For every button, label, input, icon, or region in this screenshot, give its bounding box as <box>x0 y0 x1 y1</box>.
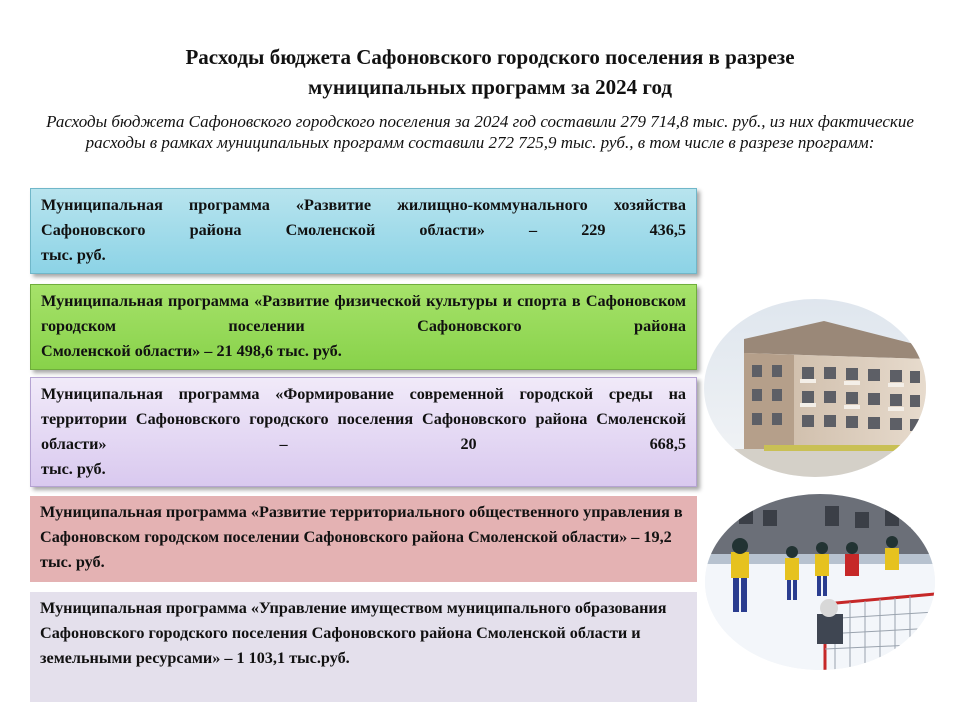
page-title <box>80 42 900 102</box>
program-housing-utilities <box>30 188 697 274</box>
program-text-last: тыс. руб. <box>41 246 106 264</box>
apartment-building-photo <box>704 299 926 477</box>
page-title-line-1: Расходы бюджета Сафоновского городского поселения в разрезе <box>185 45 795 69</box>
program-text-main: Муниципальная программа «Формирование современной городской среды на территории Сафоновского городского поселения Сафоновского района Смоленской области» – 20 668,5 <box>41 385 686 453</box>
program-text: Муниципальная программа «Развитие территориального общественного управления в Сафоновском городском поселении Сафоновского района Смоленской области» – 19,2 тыс. руб. <box>40 503 683 571</box>
summary-text: Расходы бюджета Сафоновского городского поселения за 2024 год составили 279 714,8 тыс. руб., из них фактические расходы в рамках муниципальных программ составили 272 725,9 тыс. руб., в том числе в разрезе программ: <box>46 112 914 152</box>
program-sports <box>30 284 697 370</box>
program-text <box>41 382 686 482</box>
program-text-last: тыс. руб. <box>41 460 106 478</box>
program-territorial-self-government <box>30 496 697 582</box>
program-urban-environment <box>30 377 697 487</box>
hockey-game-photo <box>705 494 935 670</box>
page-title-line-2: муниципальных программ за 2024 год <box>308 75 672 99</box>
program-property-management <box>30 592 697 702</box>
program-text <box>41 289 686 364</box>
program-text-main: Муниципальная программа «Развитие физической культуры и спорта в Сафоновском городском поселении Сафоновского района <box>41 292 686 335</box>
program-text-main: Муниципальная программа «Развитие жилищно-коммунального хозяйства Сафоновского района Смоленской области» – 229 436,5 <box>41 196 686 239</box>
program-text <box>41 193 686 268</box>
program-text-last: Смоленской области» – 21 498,6 тыс. руб. <box>41 342 342 360</box>
program-text: Муниципальная программа «Управление имуществом муниципального образования Сафоновского городского поселения Сафоновского района Смоленской области и земельными ресурсами» – 1 103,1 тыс.руб. <box>40 599 667 667</box>
